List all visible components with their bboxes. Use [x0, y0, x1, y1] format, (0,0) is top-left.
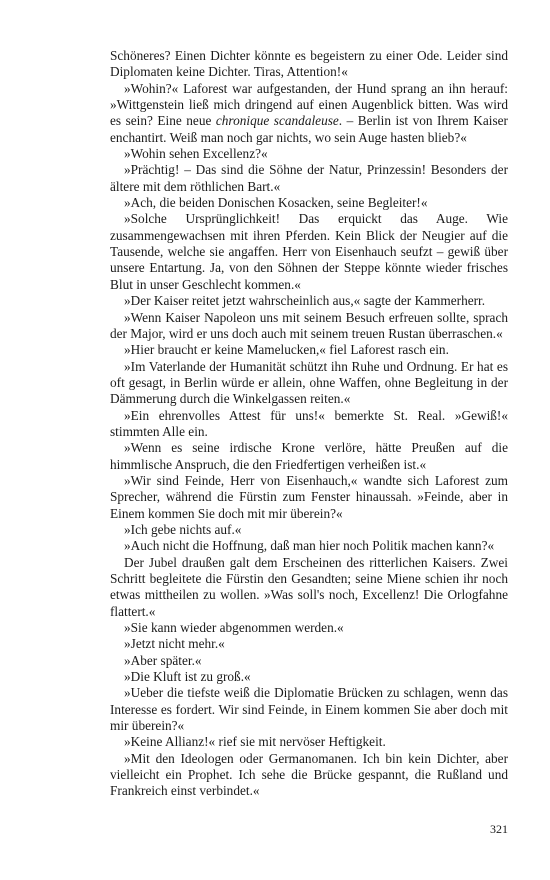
- paragraph: »Wenn Kaiser Napoleon uns mit seinem Besuch erfreuen sollte, sprach der Major, wird er uns doch auch mit seinem treuen Rustan überraschen.«: [110, 309, 508, 341]
- paragraph: »Aber später.«: [124, 652, 202, 668]
- paragraph: »Mit den Ideologen oder Germanomanen. Ich bin kein Dichter, aber vielleicht ein Prophet. Ich sehe die Brücke gespannt, die Rußland und Frankreich einst verbindet.«: [110, 750, 508, 799]
- paragraph: »Ein ehrenvolles Attest für uns!« bemerkte St. Real. »Gewiß!« stimmten Alle ein.: [110, 407, 508, 439]
- paragraph: »Wohin sehen Excellenz?«: [124, 146, 268, 162]
- paragraph: »Wohin?« Laforest war aufgestanden, der Hund sprang an ihn herauf: »Wittgenstein ließ mich dringend auf einen Augenblick bitten. Was wird es sein? Eine neue chronique scandaleuse. – Berlin ist von Ihrem Kaiser enchantirt. Weiß man noch gar nichts, wo sein Auge hasten blieb?«: [110, 80, 508, 145]
- paragraph: »Im Vaterlande der Humanität schützt ihn Ruhe und Ordnung. Er hat es oft gesagt, in Berlin würde er allein, ohne Waffen, ohne Begleitung in der Dämmerung durch die Winkelgassen reiten.«: [110, 358, 508, 407]
- paragraph: Der Jubel draußen galt dem Erscheinen des ritterlichen Kaisers. Zwei Schritt begleitete die Fürstin den Gesandten; seine Miene schien ihr noch etwas mittheilen zu wollen. »Was soll's noch, Excellenz! Die Orlogfahne flattert.«: [110, 554, 508, 619]
- paragraph: »Ueber die tiefste weiß die Diplomatie Brücken zu schlagen, wenn das Interesse es fordert. Wir sind Feinde, in Einem kommen Sie aber doch mit mir überein?«: [110, 685, 508, 734]
- paragraph: »Solche Ursprünglichkeit! Das erquickt das Auge. Wie zusammengewachsen mit ihren Pferden. Kein Blick der Neugier auf die Tausende, welche sie angaffen. Herr von Eisenhauch seufzt – gewiß über unsere Entartung. Ja, von den Söhnen der Steppe könnte wieder frisches Blut in unser Geschlecht kommen.«: [110, 211, 508, 292]
- paragraph: »Prächtig! – Das sind die Söhne der Natur, Prinzessin! Besonders der ältere mit dem röthlichen Bart.«: [110, 162, 508, 194]
- paragraph: »Der Kaiser reitet jetzt wahrscheinlich aus,« sagte der Kammerherr.: [124, 293, 486, 309]
- paragraph: »Jetzt nicht mehr.«: [124, 636, 225, 652]
- page-number: 321: [490, 822, 508, 836]
- paragraph: »Auch nicht die Hoffnung, daß man hier noch Politik machen kann?«: [124, 538, 495, 554]
- paragraph: »Ach, die beiden Donischen Kosacken, seine Begleiter!«: [124, 195, 428, 211]
- paragraph: »Die Kluft ist zu groß.«: [124, 669, 251, 685]
- paragraph: »Keine Allianz!« rief sie mit nervöser Heftigkeit.: [124, 734, 386, 750]
- paragraph: »Hier braucht er keine Mamelucken,« fiel Laforest rasch ein.: [124, 342, 449, 358]
- paragraph: »Ich gebe nichts auf.«: [124, 521, 242, 537]
- body-text: [110, 48, 508, 800]
- paragraph: »Sie kann wieder abgenommen werden.«: [124, 620, 344, 636]
- paragraph: Schöneres? Einen Dichter könnte es begeistern zu einer Ode. Leider sind Diplomaten keine Dichter. Tiras, Attention!«: [110, 48, 508, 80]
- paragraph: »Wenn es seine irdische Krone verlöre, hätte Preußen auf die himmlische Anspruch, die den Friedfertigen verheißen ist.«: [110, 440, 508, 472]
- paragraph: »Wir sind Feinde, Herr von Eisenhauch,« wandte sich Laforest zum Sprecher, während die Fürstin zum Fenster hinaussah. »Feinde, aber in Einem kommen Sie doch mit mir überein?«: [110, 472, 508, 521]
